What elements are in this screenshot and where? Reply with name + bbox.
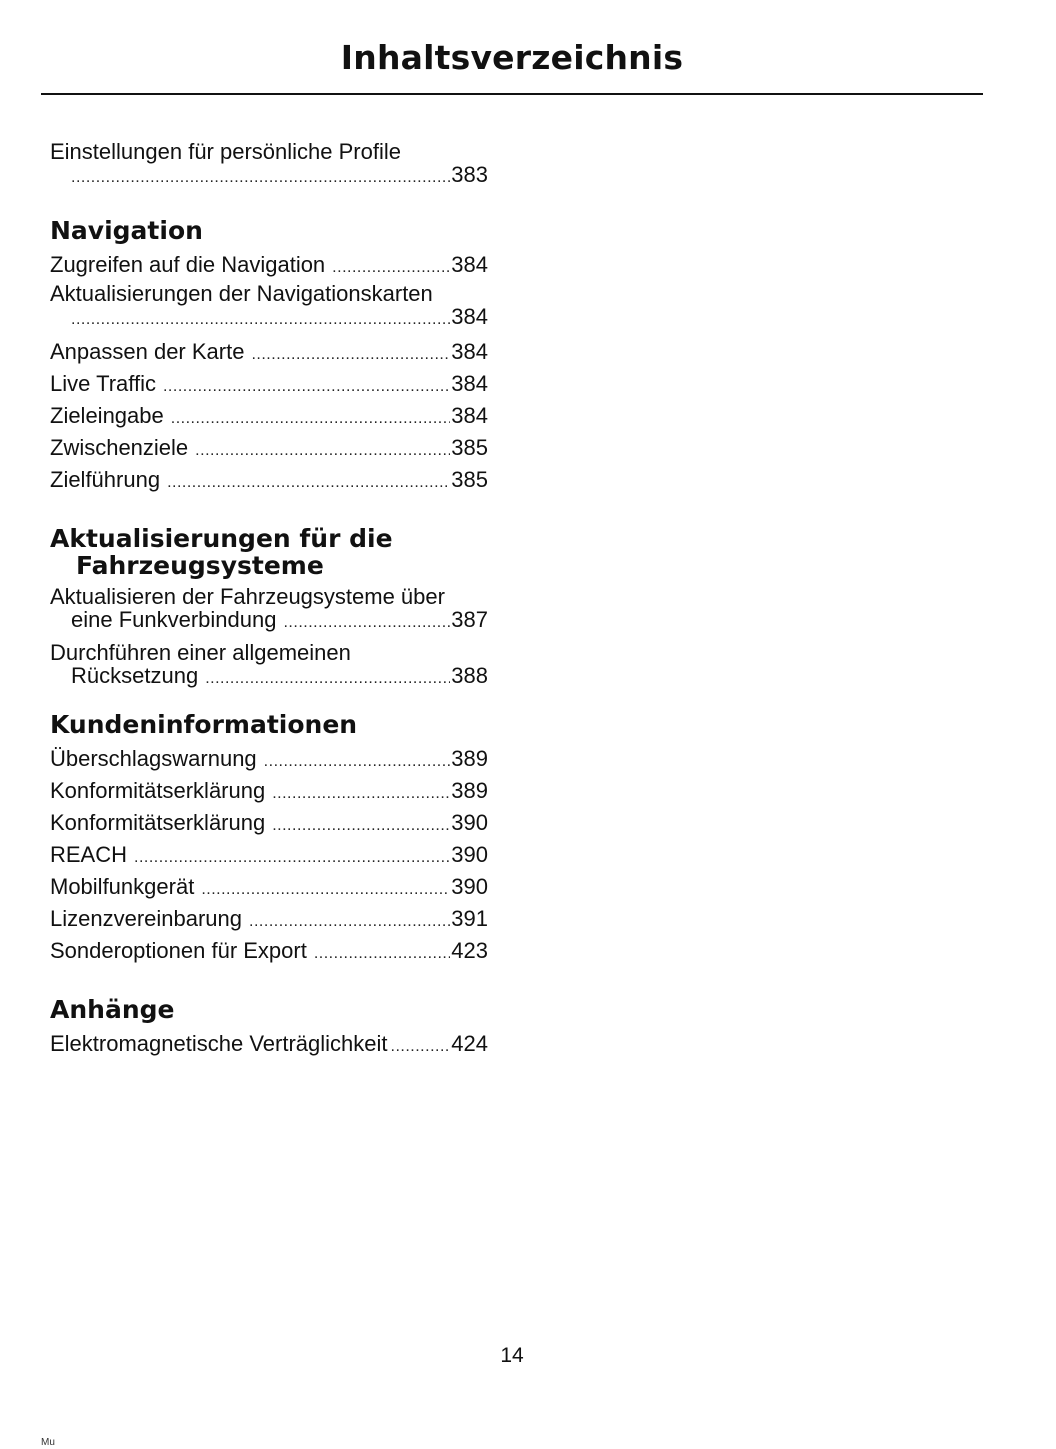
dot-leader (167, 468, 450, 497)
header-divider (41, 93, 983, 95)
toc-entry-title-cont: eine Funkverbindung (71, 607, 277, 632)
dot-leader (71, 309, 450, 331)
dot-leader (163, 372, 450, 401)
toc-entry-title: Durchführen einer allgemeinen (50, 640, 351, 665)
dot-leader (71, 167, 450, 189)
toc-entry-title: Live Traffic (50, 371, 156, 396)
dot-leader (264, 747, 451, 776)
toc-entry[interactable] (50, 1029, 488, 1061)
toc-entry[interactable] (50, 282, 488, 331)
toc-entry[interactable] (50, 840, 488, 872)
dot-leader (251, 340, 450, 369)
toc-entry[interactable] (50, 904, 488, 936)
toc-entry-page: 383 (451, 162, 488, 187)
toc-entry-page: 390 (451, 810, 488, 835)
toc-entry-page: 385 (451, 435, 488, 460)
toc-entry[interactable] (50, 465, 488, 497)
toc-entry[interactable] (50, 433, 488, 465)
toc-entry[interactable] (50, 641, 488, 690)
toc-entry[interactable] (50, 872, 488, 904)
toc-entry-title: Zielführung (50, 467, 161, 492)
dot-leader (171, 404, 451, 433)
dot-leader (332, 253, 450, 282)
toc-entry[interactable] (50, 585, 488, 634)
toc-entry-page: 389 (451, 778, 488, 803)
section-heading-line: Fahrzeugsysteme (76, 551, 324, 580)
toc-entry-page: 390 (451, 842, 488, 867)
toc-entry[interactable] (50, 250, 488, 282)
toc-entry[interactable] (50, 744, 488, 776)
toc-entry-title: Aktualisieren der Fahrzeugsysteme über (50, 584, 445, 609)
toc-entry-personal-profiles[interactable] (50, 140, 488, 189)
dot-leader (195, 436, 450, 465)
toc-entry[interactable] (50, 776, 488, 808)
toc-entry-title: Konformitätserklärung (50, 778, 266, 803)
toc-entry-page: 384 (451, 403, 488, 428)
toc-entry[interactable] (50, 936, 488, 968)
toc-entry-title: Zugreifen auf die Navigation (50, 252, 326, 277)
toc-entry[interactable] (50, 369, 488, 401)
toc-entry-title: Zieleingabe (50, 403, 164, 428)
toc-entry-page: 384 (451, 252, 488, 277)
section-heading-line: Aktualisierungen für die (50, 524, 393, 553)
section-heading-vehicle-updates (50, 525, 488, 579)
toc-entry-page: 384 (451, 339, 488, 364)
toc-entry-title: Elektromagnetische Verträglichkeit (50, 1031, 388, 1056)
toc-entry-title: Einstellungen für persönliche Profile (50, 139, 401, 164)
toc-entry[interactable] (50, 808, 488, 840)
table-of-contents (50, 140, 488, 1061)
toc-entry-title: Zwischenziele (50, 435, 189, 460)
dot-leader (391, 1032, 451, 1061)
toc-entry-page: 384 (451, 304, 488, 329)
footer-code: Mu (41, 1437, 55, 1448)
dot-leader (205, 668, 450, 690)
dot-leader (272, 811, 450, 840)
toc-entry-title: Sonderoptionen für Export (50, 938, 307, 963)
toc-entry-title-cont: Rücksetzung (71, 663, 199, 688)
page-title: Inhaltsverzeichnis (340, 38, 684, 77)
toc-entry-title: Aktualisierungen der Navigationskarten (50, 281, 433, 306)
toc-entry-page: 391 (451, 906, 488, 931)
dot-leader (283, 612, 450, 634)
toc-entry[interactable] (50, 401, 488, 433)
toc-entry-title: Mobilfunkgerät (50, 874, 195, 899)
toc-entry[interactable] (50, 337, 488, 369)
toc-entry-title: Überschlagswarnung (50, 746, 257, 771)
dot-leader (314, 939, 450, 968)
dot-leader (249, 907, 450, 936)
section-heading-appendix: Anhänge (50, 995, 175, 1024)
toc-entry-page: 384 (451, 371, 488, 396)
toc-entry-page: 387 (451, 607, 488, 632)
section-heading-customer-info: Kundeninformationen (50, 710, 358, 739)
toc-entry-title: REACH (50, 842, 128, 867)
toc-entry-page: 389 (451, 746, 488, 771)
toc-entry-title: Lizenzvereinbarung (50, 906, 243, 931)
dot-leader (134, 843, 450, 872)
section-heading-navigation: Navigation (50, 216, 203, 245)
dot-leader (272, 779, 450, 808)
toc-entry-page: 390 (451, 874, 488, 899)
toc-entry-page: 385 (451, 467, 488, 492)
toc-entry-title: Konformitätserklärung (50, 810, 266, 835)
page-number: 14 (500, 1344, 524, 1367)
toc-entry-page: 423 (451, 938, 488, 963)
dot-leader (201, 875, 450, 904)
toc-entry-title: Anpassen der Karte (50, 339, 245, 364)
toc-entry-page: 424 (451, 1031, 488, 1056)
toc-entry-page: 388 (451, 663, 488, 688)
